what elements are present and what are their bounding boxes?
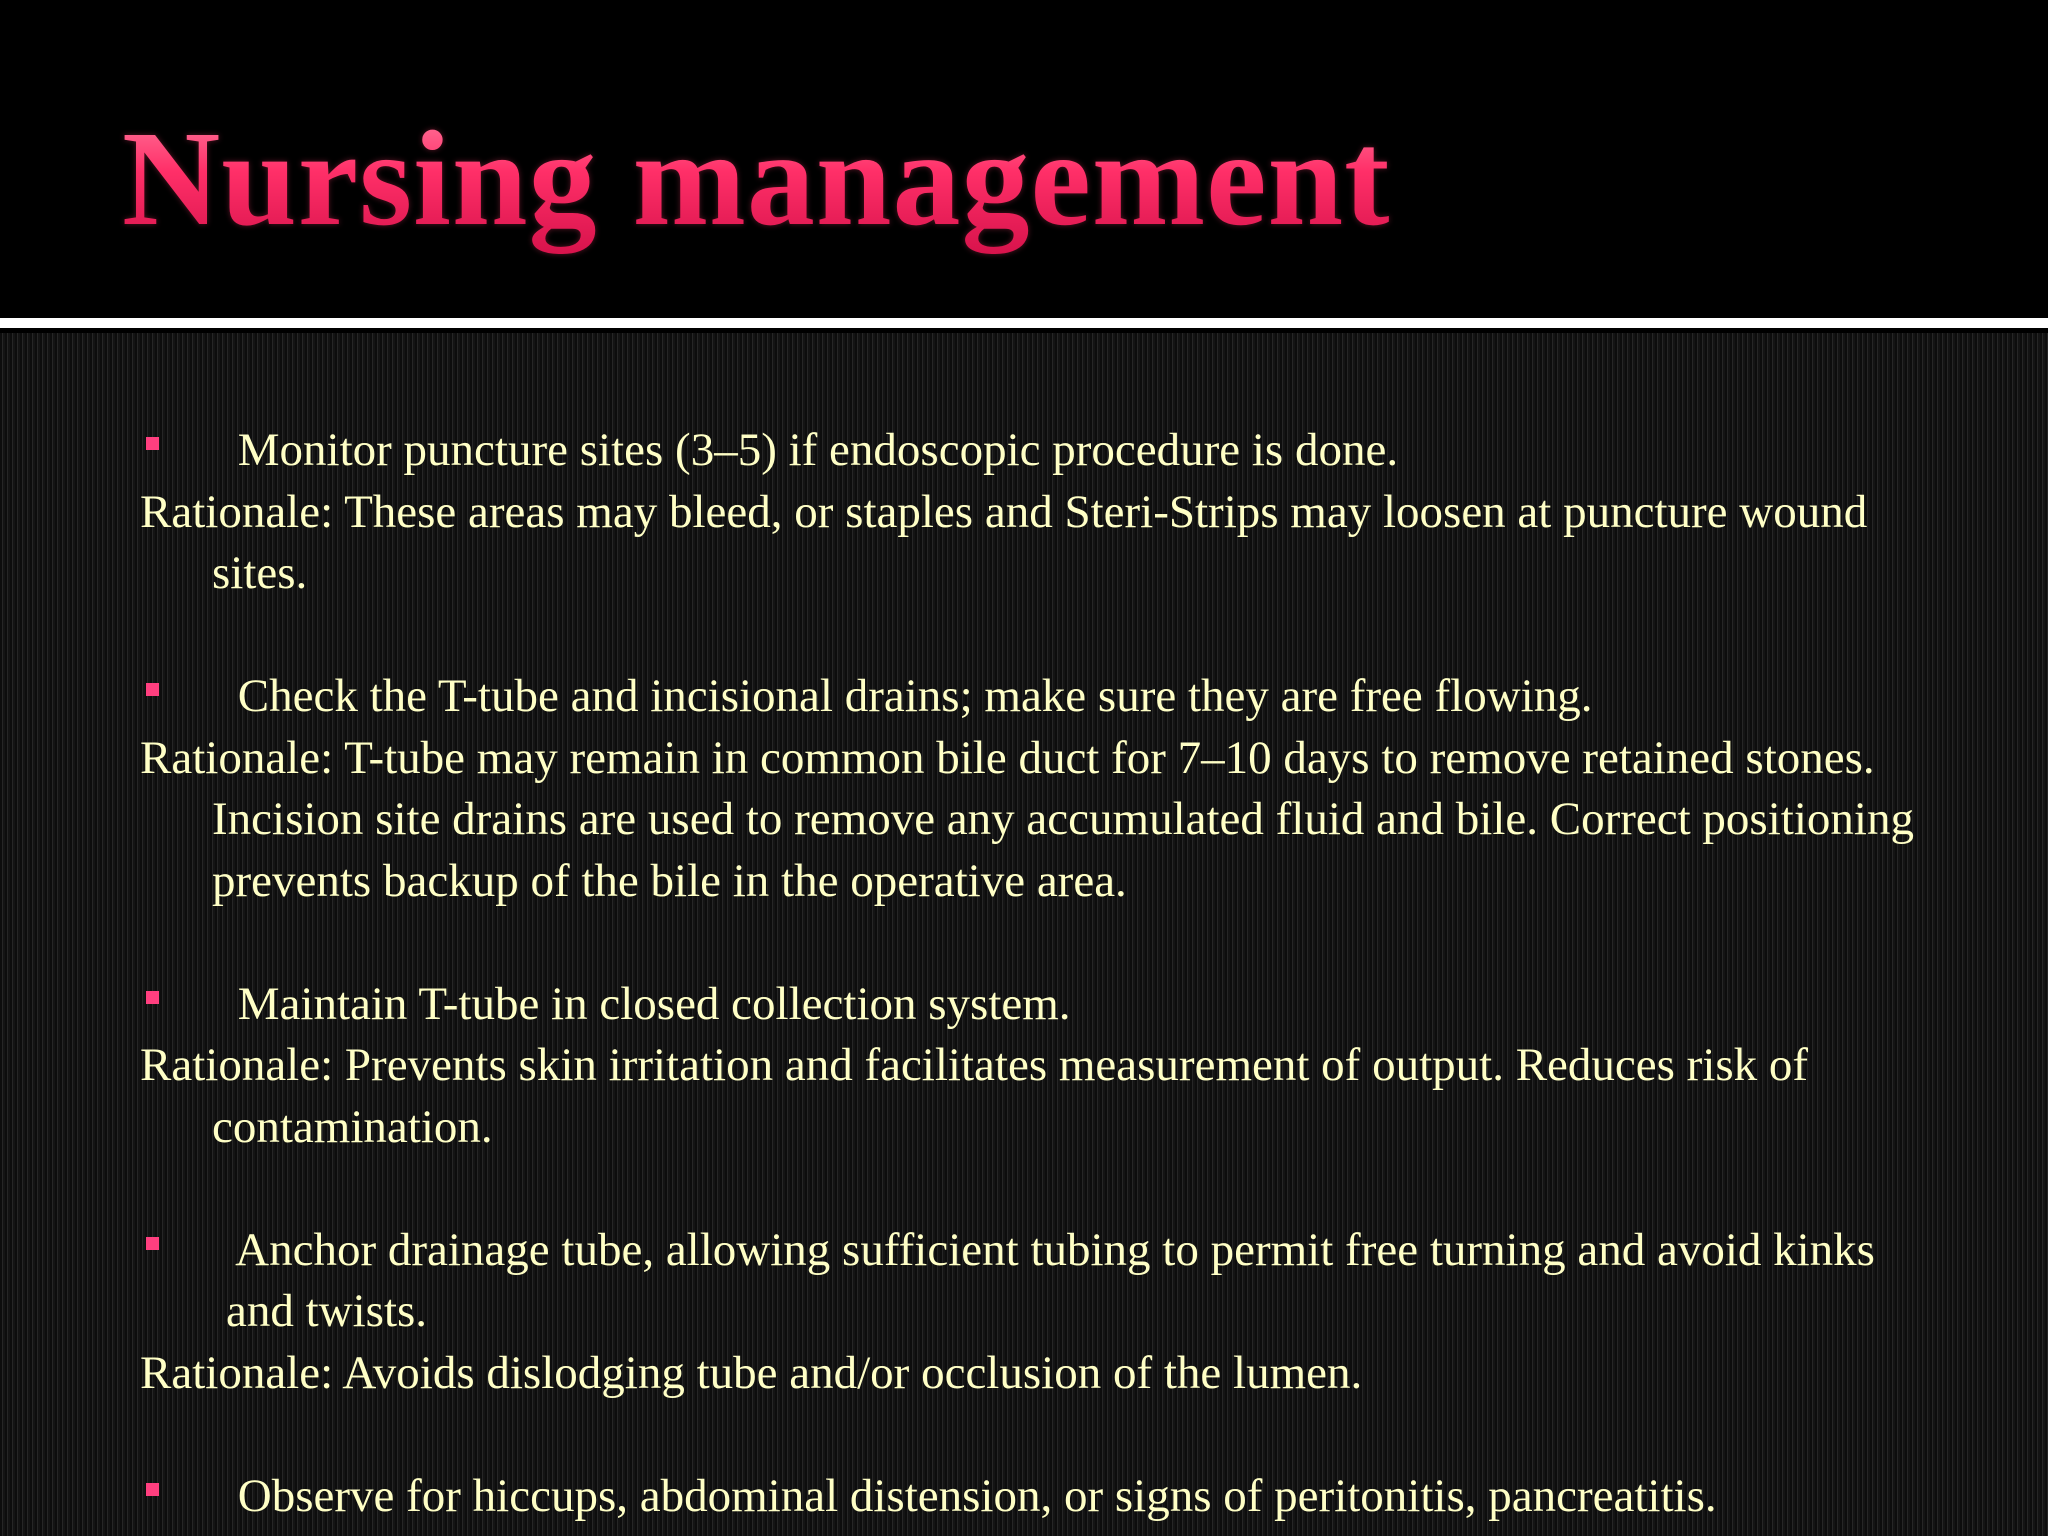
title-bar: [0, 0, 2048, 318]
list-item: [140, 974, 1940, 1159]
list-item: [140, 1466, 1940, 1528]
title-divider: [0, 318, 2048, 328]
rationale-text: Rationale: These areas may bleed, or staples and Steri-Strips may loosen at puncture wound sites.: [140, 485, 1868, 599]
list-item: [140, 666, 1940, 912]
rationale-text: Rationale: T-tube may remain in common bile duct for 7–10 days to remove retained stones. Incision site drains are used to remove any accumulated fluid and bile. Correct positioning prevents backup of the bile in the operative area.: [140, 731, 1914, 907]
list-item: [140, 420, 1940, 605]
rationale-text: Rationale: Prevents skin irritation and facilitates measurement of output. Reduces risk of contamination.: [140, 1039, 1809, 1153]
bullet-list: [140, 420, 1940, 1536]
rationale-text: Rationale: Avoids dislodging tube and/or occlusion of the lumen.: [140, 1346, 1363, 1399]
action-text: Monitor puncture sites (3–5) if endoscopic procedure is done.: [226, 424, 1399, 476]
action-text: Check the T-tube and incisional drains; make sure they are free flowing.: [226, 670, 1593, 722]
action-text: Observe for hiccups, abdominal distension, or signs of peritonitis, pancreatitis.: [226, 1469, 1717, 1522]
slide-title: Nursing management: [122, 104, 1391, 254]
list-item: [140, 1220, 1940, 1405]
action-text: Maintain T-tube in closed collection system.: [226, 977, 1071, 1030]
action-text: Anchor drainage tube, allowing sufficient tubing to permit free turning and avoid kinks and twists.: [226, 1223, 1875, 1337]
